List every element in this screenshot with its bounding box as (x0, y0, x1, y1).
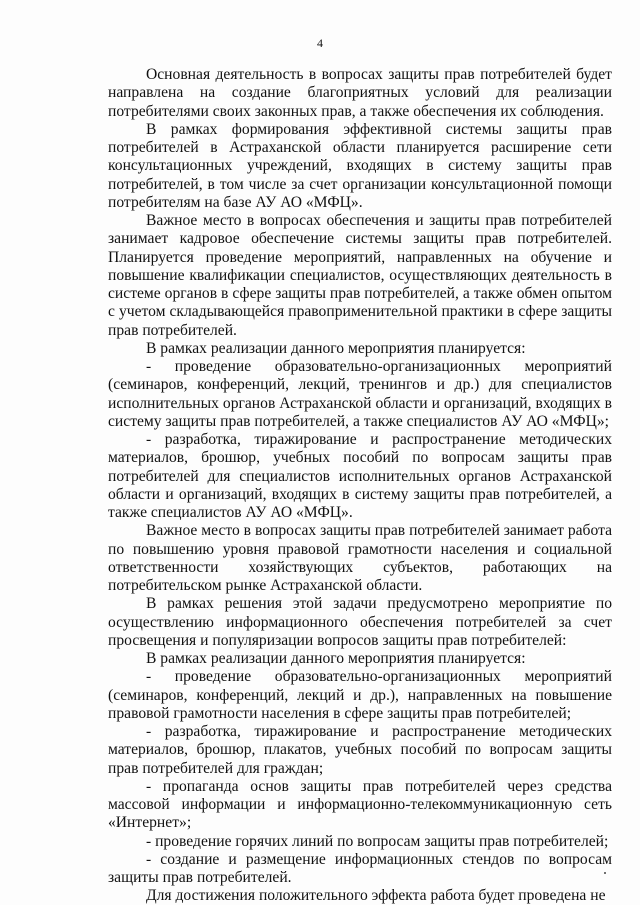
paragraph-list-item: - создание и размещение информационных стендов по вопросам защиты прав потребителей. (108, 850, 612, 886)
paragraph-staffing: Важное место в вопросах обеспечения и защиты прав потребителей занимает кадровое обеспечение системы защиты прав потребителей. Планируется проведение мероприятий, направленных на обучение и повышение квалификации специалистов, осуществляющих деятельность в системе органов в сфере защиты прав потребителей, а также обмен опытом с учетом складывающейся правоприменительной практики в сфере защиты прав потребителей. (108, 212, 612, 339)
paragraph-planned-intro: В рамках реализации данного мероприятия планируется: (146, 339, 526, 357)
scan-speck (604, 872, 606, 874)
page-number: 4 (317, 36, 323, 50)
paragraph-list-item: - пропаганда основ защиты прав потребителей через средства массовой информации и информационно-телекоммуникационную сеть «Интернет»; (108, 777, 612, 832)
paragraph-information-support: В рамках решения этой задачи предусмотрено мероприятие по осуществлению информационного обеспечения потребителей за счет просвещения и популяризации вопросов защиты прав потребителей: (108, 595, 612, 649)
paragraph-consult-network: В рамках формирования эффективной системы защиты прав потребителей в Астраханской области планируется расширение сети консультационных учреждений, входящих в систему защиты прав потребителей, в том числе за счет организации консультационной помощи потребителям на базе АУ АО «МФЦ». (108, 120, 612, 211)
paragraph-list-item: - разработка, тиражирование и распространение методических материалов, брошюр, плакатов, учебных пособий по вопросам защиты прав потребителей для граждан; (108, 723, 612, 777)
paragraph-planned-intro: В рамках реализации данного мероприятия планируется: (146, 650, 526, 667)
paragraph-main-activity: Основная деятельность в вопросах защиты прав потребителей будет направлена на создание благоприятных условий для реализации потребителями своих законных прав, а также обеспечения их соблюдения. (108, 66, 612, 120)
paragraph-list-item: - проведение образовательно-организационных мероприятий (семинаров, конференций, лекций, тренингов и др.) для специалистов исполнительных органов Астраханской области и организаций, входящих в систему защиты прав потребителей, а также специалистов АУ АО «МФЦ»; (108, 358, 612, 430)
paragraph-list-item: - проведение горячих линий по вопросам защиты прав потребителей; (146, 832, 609, 850)
paragraph-legal-literacy: Важное место в вопросах защиты прав потребителей занимает работа по повышению уровня правовой грамотности населения и социальной ответственности хозяйствующих субъектов, работающих на потребительском рынке Астраханской области. (108, 522, 612, 594)
paragraph-continuation: Для достижения положительного эффекта работа будет проведена не (146, 887, 606, 905)
paragraph-list-item: - разработка, тиражирование и распространение методических материалов, брошюр, учебных пособий по вопросам защиты прав потребителей для специалистов исполнительных органов Астраханской области и организаций, входящих в систему защиты прав потребителей, а также специалистов АУ АО «МФЦ». (108, 431, 612, 521)
paragraph-list-item: - проведение образовательно-организационных мероприятий (семинаров, конференций, лекций и др.), направленных на повышение правовой грамотности населения в сфере защиты прав потребителей; (108, 668, 612, 722)
body-text (108, 66, 612, 906)
